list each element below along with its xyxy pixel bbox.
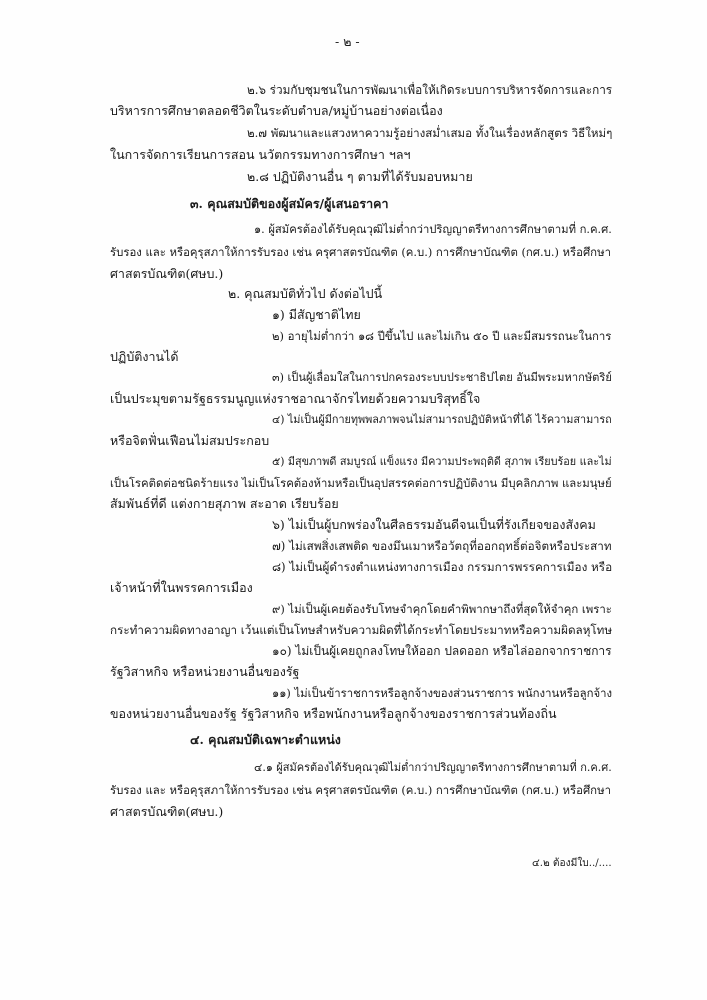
text-line: ๑. ผู้สมัครต้องได้รับคุณวุฒิไม่ต่ำกว่าปริญญาตรีทางการศึกษาตามที่ ก.ค.ศ. (254, 223, 612, 236)
text-line: ๒.๗ พัฒนาและแสวงหาความรู้อย่างสม่ำเสมอ ทั้งในเรื่องหลักสูตร วิธีใหม่ๆ (247, 126, 613, 140)
text-line: ๑) มีสัญชาติไทย (272, 307, 361, 322)
text-line: ในการจัดการเรียนการสอน นวัตกรรมทางการศึกษา ฯลฯ (110, 147, 411, 162)
text-line: ศาสตรบัณฑิต(ศษบ.) (110, 804, 224, 819)
text-line: เป็นประมุขตามรัฐธรรมนูญแห่งราชอาณาจักรไทยด้วยความบริสุทธิ์ใจ (110, 391, 481, 406)
text-line: ๓) เป็นผู้เลื่อมใสในการปกครองระบบประชาธิปไตย อันมีพระมหากษัตริย์ (272, 371, 612, 384)
text-line: ๖) ไม่เป็นผู้บกพร่องในศีลธรรมอันดีจนเป็นที่รังเกียจของสังคม (272, 517, 596, 532)
text-line: รับรอง และ หรือคุรุสภาให้การรับรอง เช่น ครุศาสตรบัณฑิต (ค.บ.) การศึกษาบัณฑิต (กศ.บ.) หรือศึกษา (110, 245, 611, 259)
text-line: สัมพันธ์ที่ดี แต่งกายสุภาพ สะอาด เรียบร้อย (110, 496, 339, 511)
text-line: รัฐวิสาหกิจ หรือหน่วยงานอื่นของรัฐ (110, 664, 300, 679)
text-line: กระทำความผิดทางอาญา เว้นแต่เป็นโทษสำหรับความผิดที่ได้กระทำโดยประมาทหรือความผิดลหุโทษ (110, 623, 613, 637)
text-line: เป็นโรคติดต่อชนิดร้ายแรง ไม่เป็นโรคต้องห้ามหรือเป็นอุปสรรคต่อการปฏิบัติงาน มีบุคลิกภาพ และมนุษย์ (110, 476, 612, 490)
text-line: ๕) มีสุขภาพดี สมบูรณ์ แข็งแรง มีความประพฤติดี สุภาพ เรียบร้อย และไม่ (272, 455, 612, 468)
text-line: รับรอง และ หรือคุรุสภาให้การรับรอง เช่น ครุศาสตรบัณฑิต (ค.บ.) การศึกษาบัณฑิต (กศ.บ.) หรือศึกษา (110, 783, 611, 797)
text-line: ๔) ไม่เป็นผู้มีกายทุพพลภาพจนไม่สามารถปฏิบัติหน้าที่ได้ ไร้ความสามารถ (272, 413, 612, 426)
text-line: บริหารการศึกษาตลอดชีวิตในระดับตำบล/หมู่บ้านอย่างต่อเนื่อง (110, 103, 443, 118)
text-line: ๑๑) ไม่เป็นข้าราชการหรือลูกจ้างของส่วนราชการ พนักงานหรือลูกจ้าง (272, 686, 613, 700)
text-line: ศาสตรบัณฑิต(ศษบ.) (110, 266, 224, 281)
text-line: ๒. คุณสมบัติทั่วไป ดังต่อไปนี้ (228, 286, 383, 301)
text-line: ของหน่วยงานอื่นของรัฐ รัฐวิสาหกิจ หรือพนักงานหรือลูกจ้างของราชการส่วนท้องถิ่น (110, 706, 557, 721)
section-heading: ๔. คุณสมบัติเฉพาะตำแหน่ง (190, 732, 341, 747)
section-heading: ๓. คุณสมบัติของผู้สมัคร/ผู้เสนอราคา (190, 196, 389, 211)
text-line: ๔.๑ ผู้สมัครต้องได้รับคุณวุฒิไม่ต่ำกว่าปริญญาตรีทางการศึกษาตามที่ ก.ค.ศ. (254, 761, 612, 774)
page-number: - ๒ - (335, 34, 360, 49)
text-line: ๙) ไม่เป็นผู้เคยต้องรับโทษจำคุกโดยคำพิพากษาถึงที่สุดให้จำคุก เพราะ (272, 602, 612, 616)
text-line: หรือจิตฟั่นเฟือนไม่สมประกอบ (110, 433, 270, 448)
text-line: ปฏิบัติงานได้ (110, 349, 179, 364)
text-line: ๒) อายุไม่ต่ำกว่า ๑๘ ปีขึ้นไป และไม่เกิน ๕๐ ปี และมีสมรรถนะในการ (272, 329, 612, 343)
text-line: เจ้าหน้าที่ในพรรคการเมือง (110, 580, 253, 595)
footer-continuation: ๔.๒ ต้องมีใบ../.... (532, 858, 612, 869)
text-line: ๗) ไม่เสพสิ่งเสพติด ของมึนเมาหรือวัตถุที่ออกฤทธิ์ต่อจิตหรือประสาท (272, 539, 612, 553)
text-line: ๘) ไม่เป็นผู้ดำรงตำแหน่งทางการเมือง กรรมการพรรคการเมือง หรือ (272, 560, 613, 574)
text-line: ๒.๖ ร่วมกับชุมชนในการพัฒนาเพื่อให้เกิดระบบการบริหารจัดการและการ (247, 83, 613, 97)
text-line: ๑๐) ไม่เป็นผู้เคยถูกลงโทษให้ออก ปลดออก หรือไล่ออกจากราชการ (272, 644, 612, 658)
text-line: ๒.๘ ปฏิบัติงานอื่น ๆ ตามที่ได้รับมอบหมาย (247, 169, 473, 184)
